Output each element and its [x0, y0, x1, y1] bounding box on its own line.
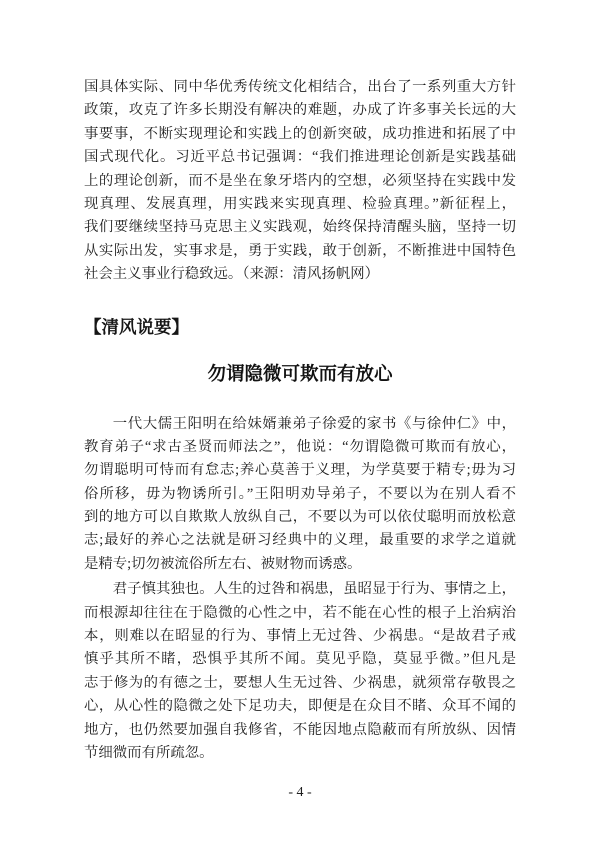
- text-line: 志;最好的养心之法就是研习经典中的义理，最重要的求学之道就: [84, 532, 516, 549]
- text-line: 社会主义事业行稳致远。（来源：清风扬帆网）: [84, 266, 380, 283]
- text-line: 而根源却往往在于隐微的心性之中，若不能在心性的根子上治病治: [84, 604, 516, 621]
- text-line: 节细微而有所疏忽。: [84, 744, 214, 761]
- paragraph-1: [84, 76, 516, 287]
- text-line: 俗所移，毋为物诱所引。”王阳明劝导弟子，不要以为在别人看不: [84, 485, 516, 502]
- article-body: [84, 76, 516, 765]
- text-line: 到的地方可以自欺欺人放纵自己，不要以为可以依仗聪明而放松意: [84, 509, 516, 526]
- text-line: 君子慎其独也。人生的过咎和祸患，虽昭显于行为、事情之上，: [112, 581, 516, 598]
- text-line: 一代大儒王阳明在给妹婿兼弟子徐爱的家书《与徐仲仁》中，: [112, 415, 516, 432]
- text-line: 志于修为的有德之士，要想人生无过咎、少祸患，就须常存敬畏之: [84, 674, 516, 691]
- text-line: 教育弟子“求古圣贤而师法之”，他说：“勿谓隐微可欺而有放心，: [84, 438, 516, 455]
- text-line: 我们要继续坚持马克思主义实践观，始终保持清醒头脑，坚持一切: [84, 219, 516, 236]
- text-line: 本，则难以在昭显的行为、事情上无过咎、少祸患。“是故君子戒: [84, 628, 516, 645]
- text-line: 是精专;切勿被流俗所左右、被财物而诱惑。: [84, 555, 362, 572]
- article-title: 勿谓隐微可欺而有放心: [207, 364, 393, 385]
- page-number: - 4 -: [288, 785, 312, 800]
- text-line: 国式现代化。习近平总书记强调：“我们推进理论创新是实践基础: [84, 149, 516, 166]
- paragraph-3: [84, 578, 516, 765]
- text-line: 慎乎其所不睹，恐惧乎其所不闻。莫见乎隐，莫显乎微。”但凡是: [84, 651, 516, 668]
- text-line: 上的理论创新，而不是坐在象牙塔内的空想，必须坚持在实践中发: [84, 172, 516, 189]
- section-header: 【清风说要】: [84, 316, 189, 337]
- text-line: 事要事，不断实现理论和实践上的创新突破，成功推进和拓展了中: [84, 125, 516, 142]
- text-line: 政策，攻克了许多长期没有解决的难题，办成了许多事关长远的大: [84, 102, 516, 119]
- text-line: 地方，也仍然要加强自我修省，不能因地点隐蔽而有所放纵、因情: [84, 721, 516, 738]
- text-line: 心，从心性的隐微之处下足功夫，即便是在众目不睹、众耳不闻的: [84, 698, 516, 715]
- text-line: 国具体实际、同中华优秀传统文化相结合，出台了一系列重大方针: [84, 79, 516, 95]
- paragraph-2: [84, 413, 516, 577]
- text-line: 勿谓聪明可恃而有怠志;养心莫善于义理，为学莫要于精专;毋为习: [84, 462, 516, 479]
- text-line: 从实际出发，实事求是，勇于实践，敢于创新，不断推进中国特色: [84, 242, 516, 259]
- text-line: 现真理、发展真理，用实践来实现真理、检验真理。”新征程上，: [84, 195, 516, 212]
